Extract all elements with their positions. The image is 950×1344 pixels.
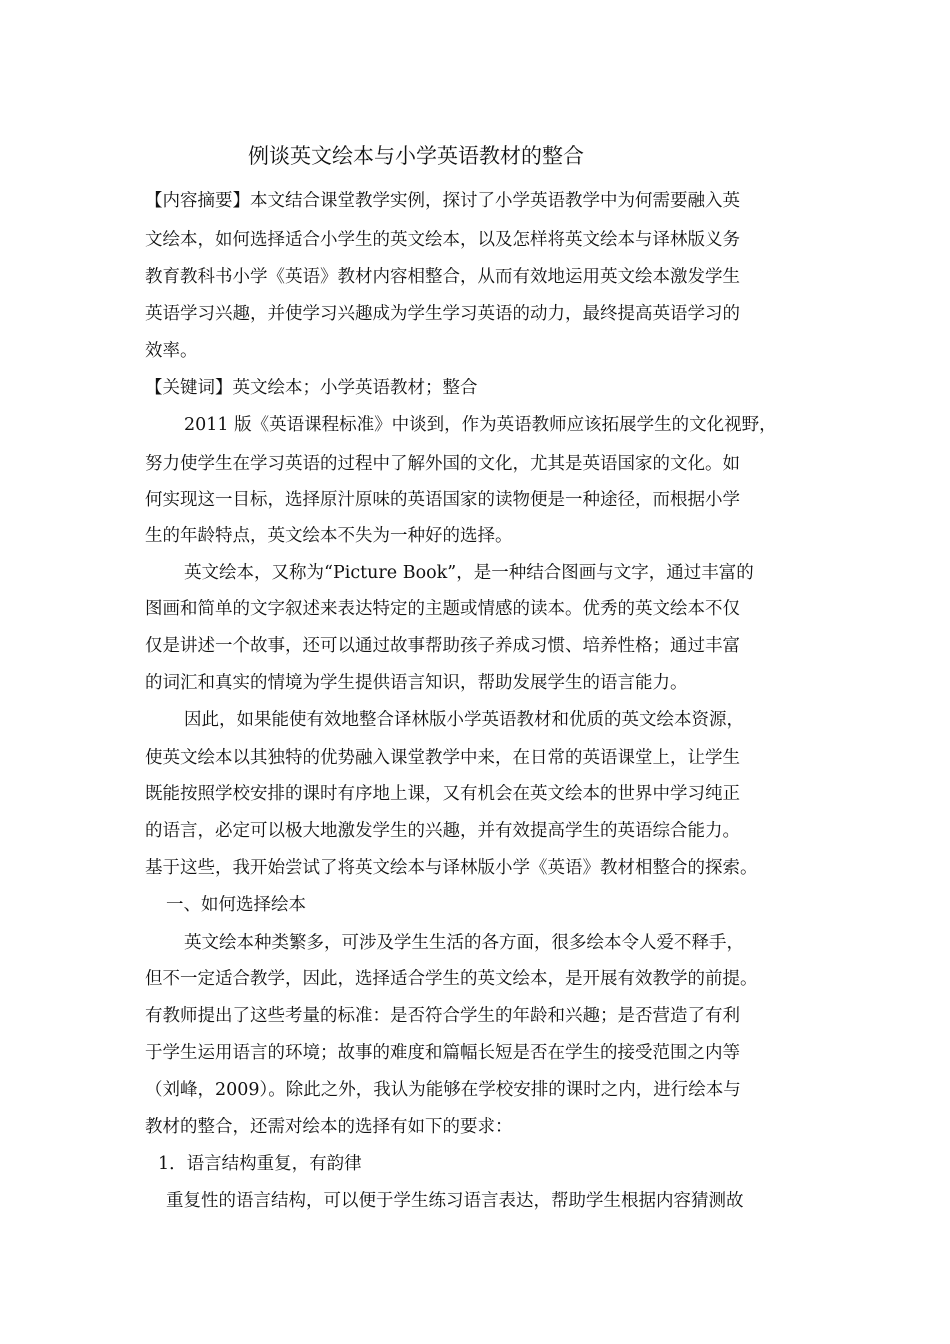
subsection-heading: 1．语言结构重复，有韵律 [158, 1154, 362, 1174]
paragraph-line: 既能按照学校安排的课时有序地上课，又有机会在英文绘本的世界中学习纯正 [145, 784, 740, 804]
paragraph-line: 的语言，必定可以极大地激发学生的兴趣，并有效提高学生的英语综合能力。 [145, 821, 740, 841]
paragraph-line: 何实现这一目标，选择原汁原味的英语国家的读物便是一种途径，而根据小学 [145, 490, 740, 510]
section-heading: 一、如何选择绘本 [166, 895, 306, 915]
paragraph-line: 努力使学生在学习英语的过程中了解外国的文化，尤其是英语国家的文化。如 [145, 454, 740, 474]
paragraph-line: 的词汇和真实的情境为学生提供语言知识，帮助发展学生的语言能力。 [145, 673, 688, 693]
paragraph-line: 有教师提出了这些考量的标准：是否符合学生的年龄和兴趣；是否营造了有利 [145, 1006, 740, 1026]
paragraph-line: 生的年龄特点，英文绘本不失为一种好的选择。 [145, 526, 513, 546]
paragraph-line: 英文绘本，又称为“Picture Book”，是一种结合图画与文字，通过丰富的 [184, 563, 754, 583]
abstract-line-4: 英语学习兴趣，并使学习兴趣成为学生学习英语的动力，最终提高英语学习的 [145, 304, 740, 324]
paragraph-line: （刘峰，2009）。除此之外，我认为能够在学校安排的课时之内，进行绘本与 [145, 1080, 741, 1100]
paragraph-line: 于学生运用语言的环境；故事的难度和篇幅长短是否在学生的接受范围之内等 [145, 1043, 740, 1063]
paragraph-line: 使英文绘本以其独特的优势融入课堂教学中来，在日常的英语课堂上，让学生 [145, 748, 740, 768]
paragraph-line: 重复性的语言结构，可以便于学生练习语言表达，帮助学生根据内容猜测故 [166, 1191, 744, 1211]
paragraph-line: 因此，如果能使有效地整合译林版小学英语教材和优质的英文绘本资源， [184, 710, 744, 730]
paragraph-line: 2011 版《英语课程标准》中谈到，作为英语教师应该拓展学生的文化视野， [184, 415, 777, 435]
paragraph-line: 仅是讲述一个故事，还可以通过故事帮助孩子养成习惯、培养性格；通过丰富 [145, 636, 740, 656]
keywords-line: 【关键词】英文绘本；小学英语教材；整合 [145, 378, 478, 398]
abstract-line-5: 效率。 [145, 341, 198, 361]
abstract-line-1: 【内容摘要】本文结合课堂教学实例，探讨了小学英语教学中为何需要融入英 [145, 191, 740, 211]
document-title: 例谈英文绘本与小学英语教材的整合 [248, 144, 584, 168]
abstract-line-2: 文绘本，如何选择适合小学生的英文绘本，以及怎样将英文绘本与译林版义务 [145, 230, 740, 250]
paragraph-line: 英文绘本种类繁多，可涉及学生生活的各方面，很多绘本令人爱不释手， [184, 933, 744, 953]
abstract-line-3: 教育教科书小学《英语》教材内容相整合，从而有效地运用英文绘本激发学生 [145, 267, 740, 287]
paragraph-line: 基于这些，我开始尝试了将英文绘本与译林版小学《英语》教材相整合的探索。 [145, 858, 758, 878]
paragraph-line: 但不一定适合教学，因此，选择适合学生的英文绘本，是开展有效教学的前提。 [145, 969, 758, 989]
paragraph-line: 图画和简单的文字叙述来表达特定的主题或情感的读本。优秀的英文绘本不仅 [145, 599, 740, 619]
paragraph-line: 教材的整合，还需对绘本的选择有如下的要求： [145, 1117, 513, 1137]
